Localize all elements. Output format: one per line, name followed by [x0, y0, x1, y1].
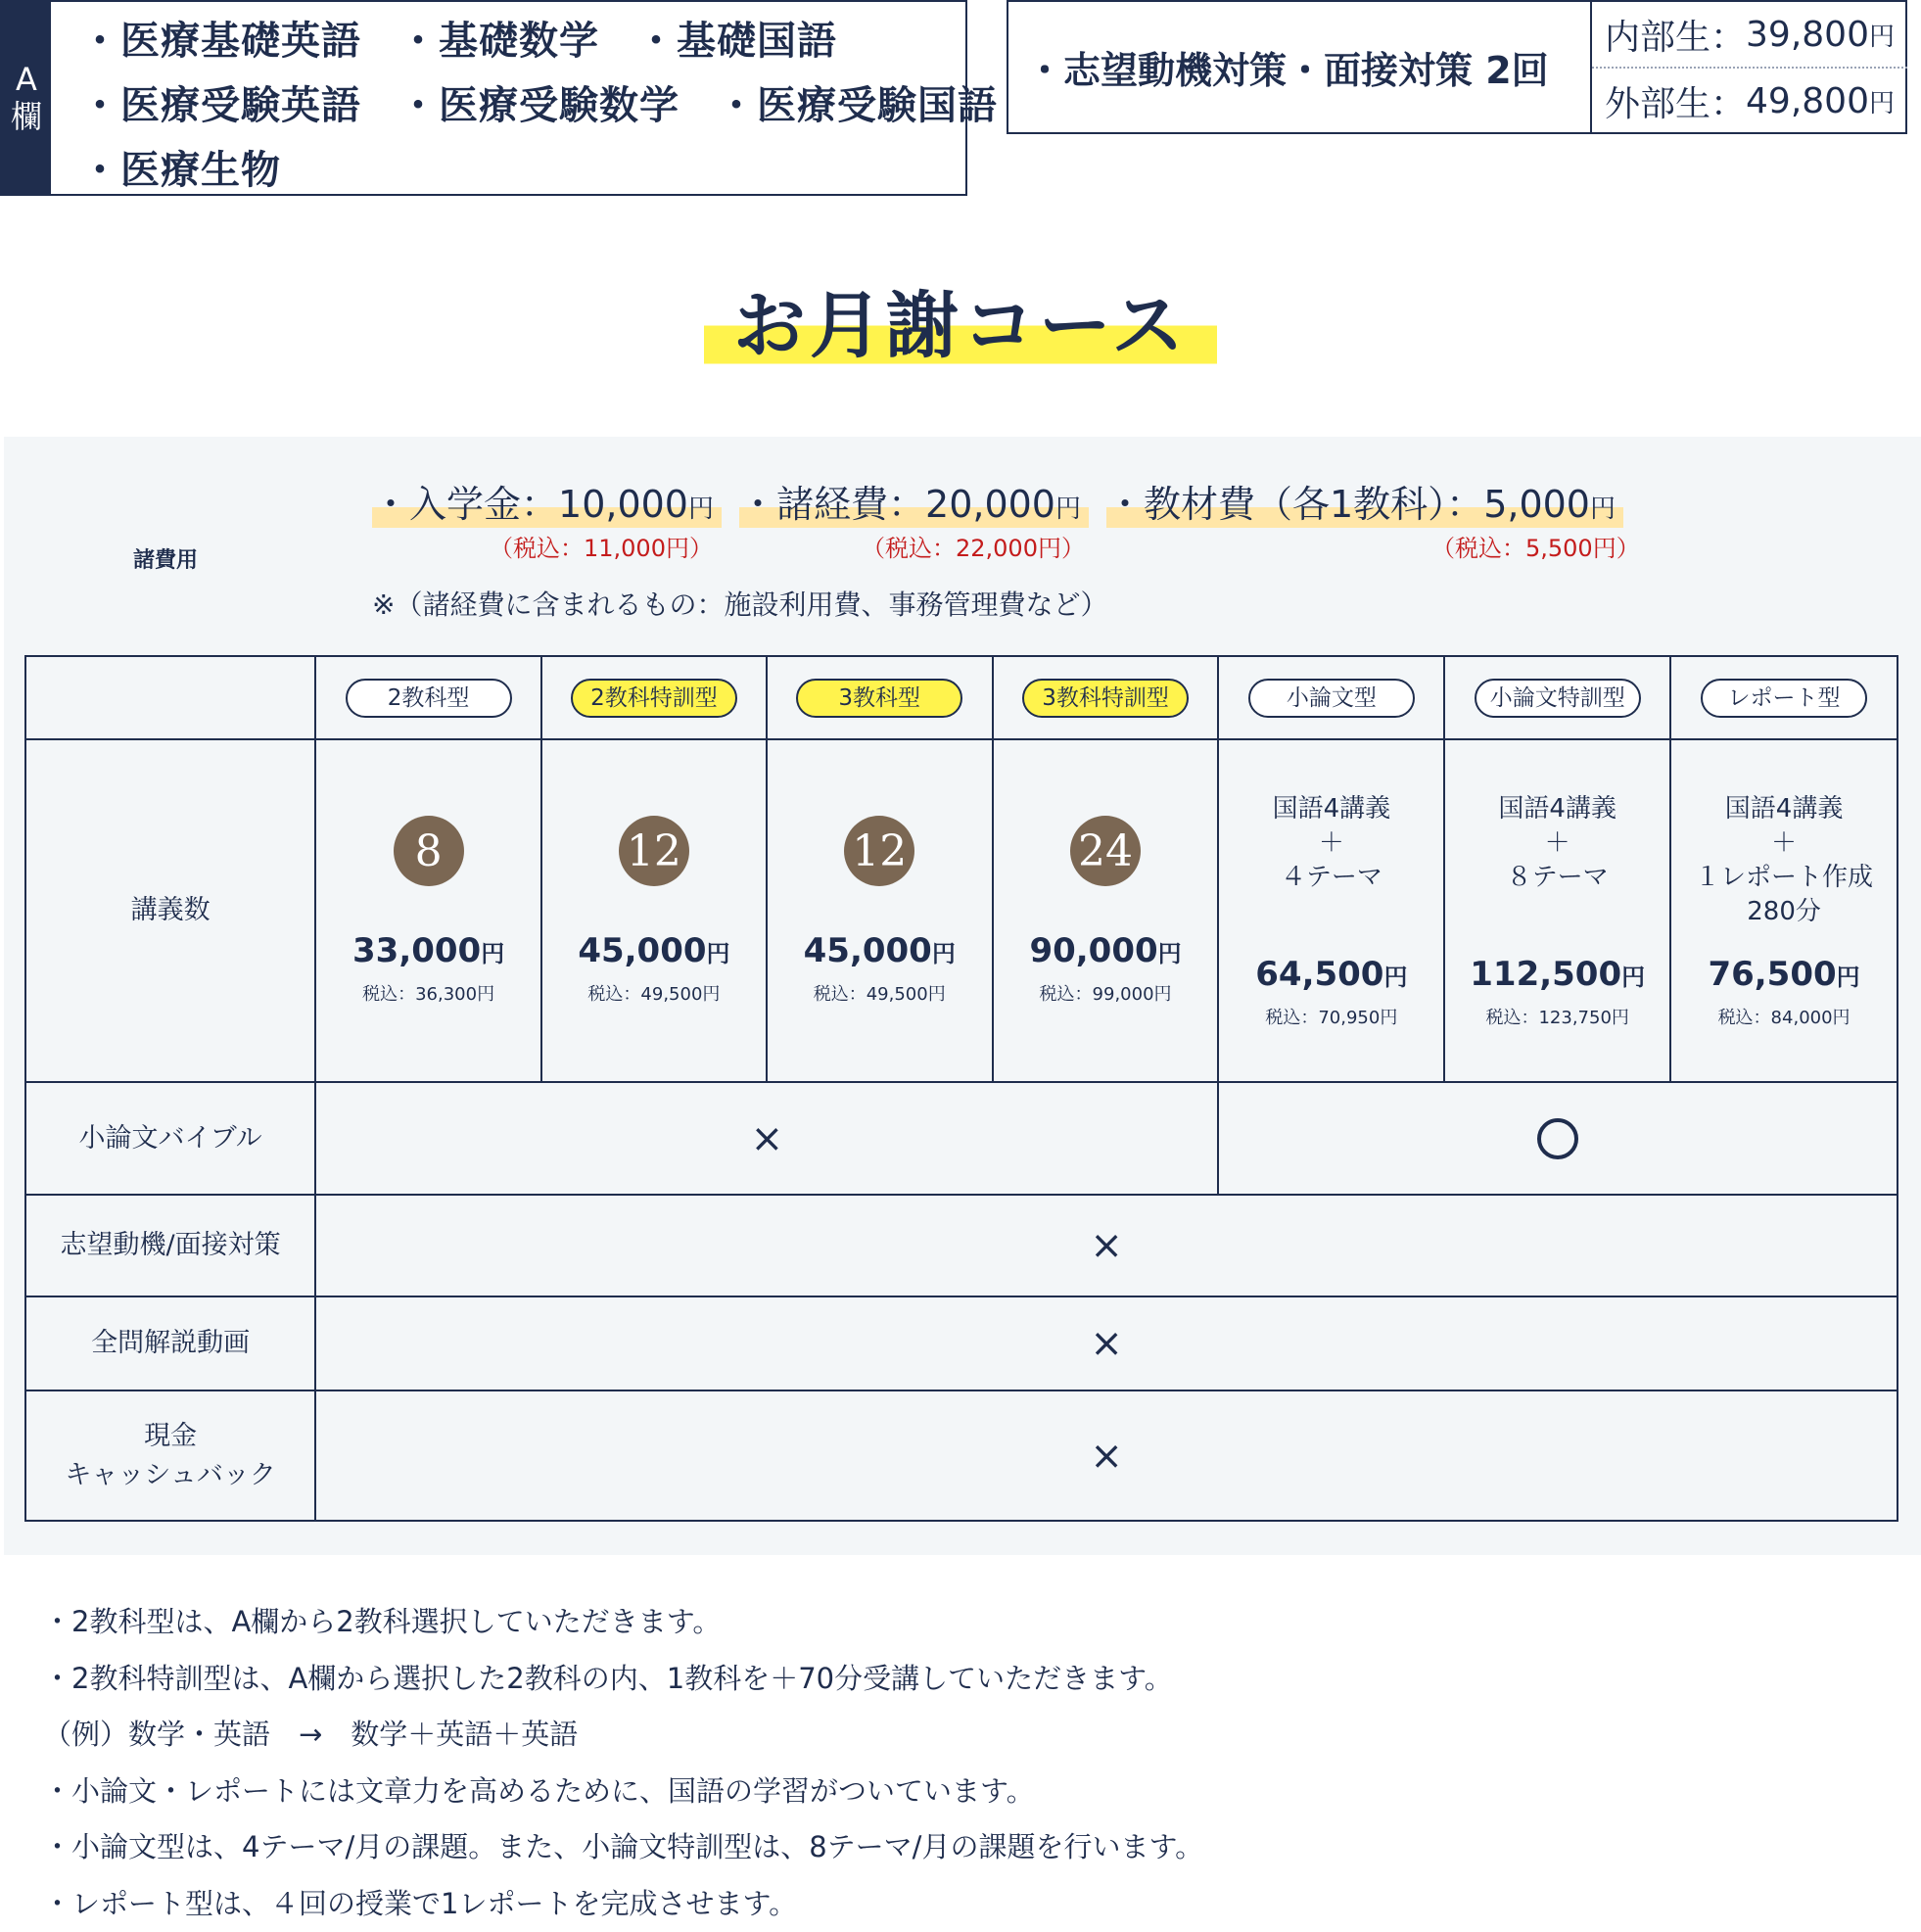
course-table	[24, 655, 1898, 1522]
course-price-tax: 税込：70,950円	[1219, 1004, 1443, 1029]
course-price	[994, 931, 1218, 970]
notes-list	[43, 1594, 1203, 1932]
interview-prep-label: ・志望動機対策・面接対策 2回	[1026, 2, 1549, 132]
fee-label: ・教材費（各1教科）：	[1106, 483, 1483, 526]
course-badge: 3教科特訓型	[1022, 679, 1189, 718]
course-content-line: ＋	[1219, 826, 1443, 861]
row-label-video: 全問解説動画	[25, 1296, 315, 1390]
course-content-line: 280分	[1671, 895, 1897, 929]
course-price-tax: 税込：99,000円	[994, 980, 1218, 1006]
row-label-cashback-line1: 現金	[26, 1417, 314, 1456]
course-detail-cell	[541, 739, 767, 1082]
video-row	[25, 1296, 1898, 1390]
interview-prices	[1590, 2, 1907, 132]
fee-label: ・入学金：	[372, 483, 558, 526]
fee-expenses-tax: （税込：22,000円）	[862, 529, 1085, 563]
lecture-count-badge: 24	[1070, 816, 1141, 886]
course-price	[542, 931, 766, 970]
note-item: ・2教科型は、A欄から2教科選択していただきます。	[43, 1594, 1203, 1651]
cross-mark: ×	[1090, 1434, 1123, 1479]
row-label-lectures: 講義数	[25, 739, 315, 1082]
fee-expenses	[739, 474, 1089, 528]
subject-item: ・医療受験国語	[717, 83, 998, 128]
yen-unit: 円	[707, 940, 730, 967]
course-content-line: １レポート作成	[1671, 861, 1897, 895]
note-item: （例）数学・英語 → 数学＋英語＋英語	[43, 1707, 1203, 1764]
course-detail-cell	[1670, 739, 1898, 1082]
subject-item: ・医療基礎英語	[80, 19, 361, 64]
note-item: ・レポート型は、４回の授業で1レポートを完成させます。	[43, 1876, 1203, 1932]
yen-unit: 円	[688, 495, 714, 524]
subject-row-1	[80, 10, 874, 66]
course-header-cell	[767, 656, 993, 739]
yen-unit: 円	[1837, 964, 1860, 991]
course-badge: 小論文型	[1248, 679, 1415, 718]
subject-item: ・基礎国語	[636, 19, 837, 64]
course-detail-cell	[315, 739, 541, 1082]
course-header-cell	[1670, 656, 1898, 739]
internal-student-price	[1592, 2, 1907, 69]
price-value: 76,500	[1708, 955, 1836, 994]
fee-admission-tax: （税込：11,000円）	[490, 529, 713, 563]
subject-row-2	[80, 74, 1035, 130]
course-detail-cell	[1218, 739, 1444, 1082]
bible-cell-left	[315, 1082, 1218, 1195]
fee-label: ・諸経費：	[739, 483, 925, 526]
bible-cell-right	[1218, 1082, 1898, 1195]
price-value: 90,000	[1029, 931, 1157, 970]
course-header-cell	[541, 656, 767, 739]
course-price	[1671, 955, 1897, 994]
fee-price: 5,000	[1483, 483, 1590, 526]
note-item: ・2教科特訓型は、A欄から選択した2教科の内、1教科を＋70分受講していただきます。	[43, 1651, 1203, 1708]
interview-prep-box	[1007, 0, 1907, 134]
section-title: お月謝コース	[704, 268, 1217, 372]
price-value: 33,000	[352, 931, 481, 970]
course-content-line: ＋	[1445, 826, 1669, 861]
price-value: 45,000	[804, 931, 932, 970]
course-content-line	[1445, 895, 1669, 929]
circle-mark	[1537, 1118, 1578, 1159]
course-badge: 2教科特訓型	[571, 679, 737, 718]
fee-admission	[372, 474, 722, 528]
fee-price: 20,000	[925, 483, 1055, 526]
subject-row-3	[80, 139, 318, 195]
note-item: ・小論文型は、4テーマ/月の課題。また、小論文特訓型は、8テーマ/月の課題を行います。	[43, 1819, 1203, 1876]
course-price-tax: 税込：49,500円	[768, 980, 992, 1006]
price-value: 64,500	[1255, 955, 1383, 994]
cross-mark: ×	[1090, 1223, 1123, 1268]
course-price-tax: 税込：49,500円	[542, 980, 766, 1006]
yen-unit: 円	[1869, 83, 1895, 119]
course-content-line	[1219, 895, 1443, 929]
course-badge: 小論文特訓型	[1475, 679, 1641, 718]
row-label-cashback-line2: キャッシュバック	[26, 1456, 314, 1495]
column-a-tag-kanji: 欄	[11, 98, 42, 135]
subject-item: ・医療受験英語	[80, 83, 361, 128]
course-header-cell	[315, 656, 541, 739]
course-badge: 2教科型	[346, 679, 512, 718]
cashback-cell	[315, 1390, 1898, 1521]
column-a-tag	[2, 2, 51, 194]
course-content-line: 国語4講義	[1445, 792, 1669, 826]
course-detail-cell	[1444, 739, 1670, 1082]
cashback-row	[25, 1390, 1898, 1521]
course-header-cell	[1218, 656, 1444, 739]
course-header-row	[25, 656, 1898, 739]
video-cell	[315, 1296, 1898, 1390]
fee-materials-tax: （税込：5,500円）	[1431, 529, 1640, 563]
bible-row	[25, 1082, 1898, 1195]
course-price-tax: 税込：123,750円	[1445, 1004, 1669, 1029]
row-label-interview: 志望動機/面接対策	[25, 1195, 315, 1296]
fees-label: 諸費用	[133, 543, 198, 574]
fee-materials	[1106, 474, 1623, 528]
subject-list-box	[0, 0, 967, 196]
course-content-line: ４テーマ	[1219, 861, 1443, 895]
yen-unit: 円	[1055, 495, 1081, 524]
row-label-cashback	[25, 1390, 315, 1521]
interview-cell	[315, 1195, 1898, 1296]
subject-item: ・医療受験数学	[398, 83, 679, 128]
fees-note: ※（諸経費に含まれるもの：施設利用費、事務管理費など）	[372, 584, 1107, 623]
course-price-tax: 税込：84,000円	[1671, 1004, 1897, 1029]
note-item: ・小論文・レポートには文章力を高めるために、国語の学習がついています。	[43, 1764, 1203, 1820]
course-badge: 3教科型	[796, 679, 962, 718]
lectures-row	[25, 739, 1898, 1082]
internal-label: 内部生：	[1605, 10, 1746, 60]
external-price-value: 49,800	[1746, 81, 1869, 121]
course-price	[768, 931, 992, 970]
yen-unit: 円	[1869, 17, 1895, 53]
section-title-wrap	[0, 268, 1921, 372]
course-price	[1445, 955, 1669, 994]
course-content-line: ＋	[1671, 826, 1897, 861]
course-content-line: 国語4講義	[1219, 792, 1443, 826]
column-a-tag-letter: A	[16, 61, 37, 98]
lecture-count-badge: 8	[394, 816, 464, 886]
lecture-count-badge: 12	[844, 816, 914, 886]
course-price	[316, 931, 540, 970]
course-header-cell	[1444, 656, 1670, 739]
cross-mark: ×	[751, 1116, 784, 1161]
course-detail-cell	[993, 739, 1219, 1082]
fee-price: 10,000	[558, 483, 688, 526]
cross-mark: ×	[1090, 1321, 1123, 1366]
yen-unit: 円	[932, 940, 956, 967]
yen-unit: 円	[481, 940, 504, 967]
external-label: 外部生：	[1605, 76, 1746, 126]
subject-item: ・基礎数学	[398, 19, 599, 64]
course-badge: レポート型	[1701, 679, 1867, 718]
course-content-line: 国語4講義	[1671, 792, 1897, 826]
row-label-bible: 小論文バイブル	[25, 1082, 315, 1195]
internal-price-value: 39,800	[1746, 15, 1869, 55]
subject-item: ・医療生物	[80, 148, 281, 193]
course-price-tax: 税込：36,300円	[316, 980, 540, 1006]
interview-row	[25, 1195, 1898, 1296]
header-blank-cell	[25, 656, 315, 739]
course-content-line: ８テーマ	[1445, 861, 1669, 895]
course-price	[1219, 955, 1443, 994]
external-student-price	[1592, 69, 1907, 133]
yen-unit: 円	[1590, 495, 1616, 524]
price-value: 112,500	[1470, 955, 1621, 994]
lecture-count-badge: 12	[619, 816, 689, 886]
course-header-cell	[993, 656, 1219, 739]
price-value: 45,000	[578, 931, 706, 970]
course-detail-cell	[767, 739, 993, 1082]
yen-unit: 円	[1621, 964, 1645, 991]
yen-unit: 円	[1158, 940, 1182, 967]
yen-unit: 円	[1383, 964, 1407, 991]
